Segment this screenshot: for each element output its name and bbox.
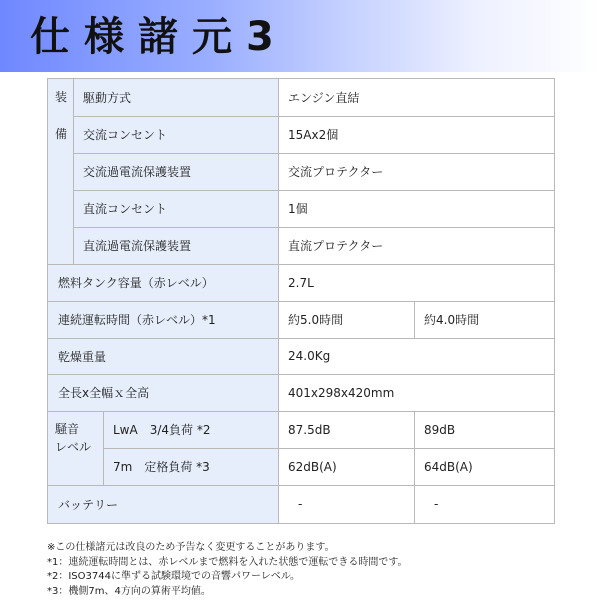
spec-value-b: 89dB	[424, 422, 456, 437]
spec-value: 直流プロテクター	[288, 239, 384, 253]
footnote: *1：連続運転時間とは、赤レベルまで燃料を入れた状態で運転できる時間です。	[47, 556, 408, 568]
equipment-group-label-top: 装	[55, 90, 68, 104]
spec-label: 交流過電流保護装置	[83, 165, 192, 179]
footnotes	[47, 541, 587, 599]
spec-label: 全長x全幅ｘ全高	[58, 386, 150, 400]
spec-label: 駆動方式	[83, 91, 132, 105]
spec-value-b: 約4.0時間	[424, 313, 480, 327]
page-title: 仕様諸元3	[30, 14, 288, 60]
spec-value-b: 64dB(A)	[424, 459, 473, 474]
spec-value: 交流プロテクター	[288, 165, 384, 179]
spec-value-a: 62dB(A)	[288, 459, 337, 474]
spec-label: 直流コンセント	[83, 202, 168, 216]
spec-value: エンジン直結	[288, 91, 360, 105]
spec-value-a: 約5.0時間	[288, 313, 344, 327]
spec-label: 乾燥重量	[58, 349, 107, 364]
spec-label: LwA 3/4負荷 *2	[113, 423, 211, 437]
spec-label: 7m 定格負荷 *3	[113, 460, 210, 474]
footnote: *2：ISO3744に準ずる試験環境での音響パワーレベル。	[47, 571, 300, 582]
equipment-group-label	[55, 88, 67, 143]
spec-label: 連続運転時間（赤レベル）*1	[58, 313, 216, 327]
spec-value: 15Ax2個	[288, 128, 339, 142]
spec-label: 交流コンセント	[83, 128, 168, 142]
spec-table	[47, 78, 555, 524]
noise-group-label-bottom: レベル	[55, 440, 92, 454]
spec-label: 燃料タンク容量（赤レベル）	[58, 276, 214, 290]
equipment-group-label-bottom: 備	[55, 127, 68, 141]
title-banner	[0, 0, 600, 72]
spec-value: 2.7L	[288, 275, 314, 290]
spec-value: 24.0Kg	[288, 349, 331, 363]
spec-label: バッテリー	[58, 497, 119, 512]
spec-value: 1個	[288, 202, 308, 216]
spec-value: 401x298x420mm	[288, 385, 395, 400]
spec-label: 直流過電流保護装置	[83, 239, 192, 253]
spec-value-a: -	[298, 497, 303, 511]
footnote: ※この仕様諸元は改良のため予告なく変更することがあります。	[47, 542, 335, 553]
spec-value-b: -	[434, 497, 439, 511]
spec-value-a: 87.5dB	[288, 422, 331, 437]
noise-group-label	[55, 420, 91, 456]
footnote: *3：機側7m、4方向の算術平均値。	[47, 585, 211, 597]
noise-group-label-top: 騒音	[55, 422, 80, 436]
